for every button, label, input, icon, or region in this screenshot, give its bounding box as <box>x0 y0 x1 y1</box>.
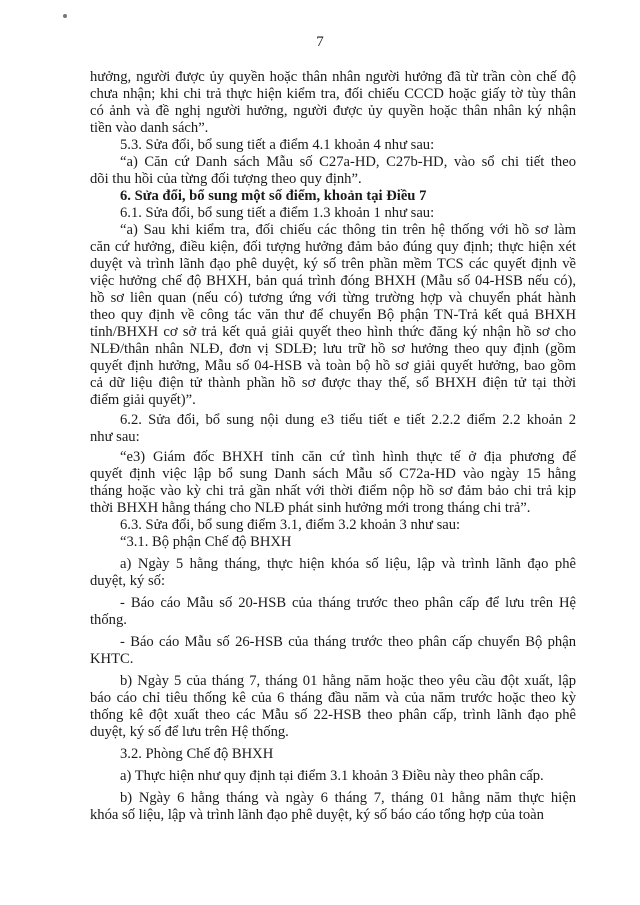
paragraph-amendment-6-2 <box>90 412 576 446</box>
text-line: b) Ngày 5 của tháng 7, tháng 01 hằng năm hoặc theo yêu cầu đột xuất, lập <box>120 673 576 689</box>
text-line: việc hưởng chế độ BHXH, bản quá trình đóng BHXH (Mẫu số 04-HSB nếu có), <box>90 273 576 289</box>
text-line: “a) Căn cứ Danh sách Mẫu số C27a-HD, C27b-HD, vào sổ chi tiết theo <box>120 154 576 170</box>
text-line: duyệt, ký số để lưu trên Hệ thống. <box>90 724 289 740</box>
text-line: a) Thực hiện như quy định tại điểm 3.1 khoản 3 Điều này theo phân cấp. <box>120 768 544 784</box>
text-line: duyệt và trình lãnh đạo phê duyệt, ký số trên phần mềm TCS các quyết định về <box>90 256 576 272</box>
paragraph-item-b-day6 <box>90 790 576 824</box>
text-line: điểm giải quyết)”. <box>90 392 196 408</box>
text-line: tỉnh/BHXH cơ sở trả kết quả giải quyết theo hình thức đăng ký nhận hồ sơ cho <box>90 324 576 340</box>
text-line: căn cứ hưởng, điều kiện, đối tượng hưởng đảm bảo đúng quy định; thực hiện xét <box>90 239 576 255</box>
text-line: có ảnh và đề nghị người hưởng, người được ủy quyền hoặc thân nhân ký nhận <box>90 103 576 119</box>
text-line: 6. Sửa đổi, bổ sung một số điểm, khoản tại Điều 7 <box>120 188 427 204</box>
text-line: duyệt, ký số: <box>90 573 165 589</box>
text-line: quyết định hưởng, Mẫu số 04-HSB và toàn bộ hồ sơ giải quyết hưởng, bao gồm <box>90 358 576 374</box>
text-line: tháng hoặc vào kỳ chi trả gần nhất với thời điểm nộp hồ sơ đảm bảo chi trả kịp <box>90 483 576 499</box>
text-line: “a) Sau khi kiểm tra, đối chiếu các thông tin trên hệ thống với hồ sơ làm <box>120 222 576 238</box>
text-line: NLĐ/thân nhân NLĐ, đơn vị SDLĐ; lưu trữ hồ sơ hưởng theo quy định (gồm <box>90 341 576 357</box>
text-line: tiền vào danh sách”. <box>90 120 209 136</box>
text-line: - Báo cáo Mẫu số 26-HSB của tháng trước theo phân cấp chuyển Bộ phận <box>120 634 576 650</box>
text-line: “3.1. Bộ phận Chế độ BHXH <box>120 534 292 550</box>
text-line: báo cáo chỉ tiêu thống kê của 6 tháng đầu năm và của năm trước hoặc theo kỳ <box>90 690 576 706</box>
paragraph-bullet-20-hsb <box>90 595 576 629</box>
paragraph-item-a-3-2 <box>90 768 576 785</box>
paragraph-quote-a-tcs <box>90 222 576 409</box>
text-line: 6.2. Sửa đổi, bổ sung nội dung e3 tiểu tiết e tiết 2.2.2 điểm 2.2 khoản 2 <box>120 412 576 428</box>
text-line: hưởng, người được ủy quyền hoặc thân nhân người hưởng đã từ trần còn chế độ <box>90 69 576 85</box>
text-line: “e3) Giám đốc BHXH tỉnh căn cứ tình hình thực tế ở địa phương để <box>120 449 576 465</box>
text-line: - Báo cáo Mẫu số 20-HSB của tháng trước theo phân cấp để lưu trên Hệ <box>120 595 576 611</box>
paragraph-amendment-5-3 <box>90 137 576 154</box>
text-line: 6.1. Sửa đổi, bổ sung tiết a điểm 1.3 khoản 1 như sau: <box>120 205 435 221</box>
text-line: khóa số liệu, lập và trình lãnh đạo phê duyệt, ký số báo cáo tổng hợp của toàn <box>90 807 544 823</box>
paragraph-quote-e3 <box>90 449 576 517</box>
text-line: 3.2. Phòng Chế độ BHXH <box>120 746 274 762</box>
paragraph-item-b-stats <box>90 673 576 741</box>
text-line: KHTC. <box>90 651 134 667</box>
text-line: 6.3. Sửa đổi, bổ sung điểm 3.1, điểm 3.2 khoản 3 như sau: <box>120 517 461 533</box>
scan-mark <box>63 14 67 18</box>
text-line: quyết định việc lập bổ sung Danh sách Mẫu số C72a-HD vào ngày 15 hằng <box>90 466 576 482</box>
section-heading-6 <box>90 188 576 205</box>
text-line: theo quy định về công tác văn thư để chuyển Bộ phận TN-Trả kết quả BHXH <box>90 307 576 323</box>
paragraph-item-a-day5 <box>90 556 576 590</box>
paragraph-heading-3-1 <box>90 534 576 551</box>
text-line: cả dữ liệu điện tử thành phần hồ sơ được thay thế, sổ BHXH điện tử tại thời <box>90 375 576 391</box>
document-body <box>90 69 576 824</box>
paragraph-continuation <box>90 69 576 137</box>
text-line: b) Ngày 6 hằng tháng và ngày 6 tháng 7, tháng 01 hằng năm thực hiện <box>120 790 576 806</box>
page-number: 7 <box>316 34 324 50</box>
text-line: thống. <box>90 612 127 628</box>
paragraph-heading-3-2 <box>90 746 576 763</box>
paragraph-bullet-26-hsb <box>90 634 576 668</box>
text-line: như sau: <box>90 429 140 445</box>
text-line: a) Ngày 5 hằng tháng, thực hiện khóa số liệu, lập và trình lãnh đạo phê <box>120 556 576 572</box>
text-line: 5.3. Sửa đổi, bổ sung tiết a điểm 4.1 khoản 4 như sau: <box>120 137 435 153</box>
paragraph-quote-a-c27 <box>90 154 576 188</box>
text-line: dõi thu hồi của từng đối tượng theo quy định”. <box>90 171 362 187</box>
text-line: thời BHXH hằng tháng cho NLĐ phát sinh hưởng mới trong tháng chi trả”. <box>90 500 531 516</box>
text-line: thống kê đột xuất theo các Mẫu số 22-HSB theo phân cấp, trình lãnh đạo phê <box>90 707 576 723</box>
text-line: hồ sơ liên quan (nếu có) tương ứng với từng trường hợp và chuyển phát hành <box>90 290 576 306</box>
paragraph-amendment-6-3 <box>90 517 576 534</box>
text-line: chưa nhận; khi chi trả thực hiện kiểm tra, đối chiếu CCCD hoặc giấy tờ tùy thân <box>90 86 576 102</box>
paragraph-amendment-6-1 <box>90 205 576 222</box>
